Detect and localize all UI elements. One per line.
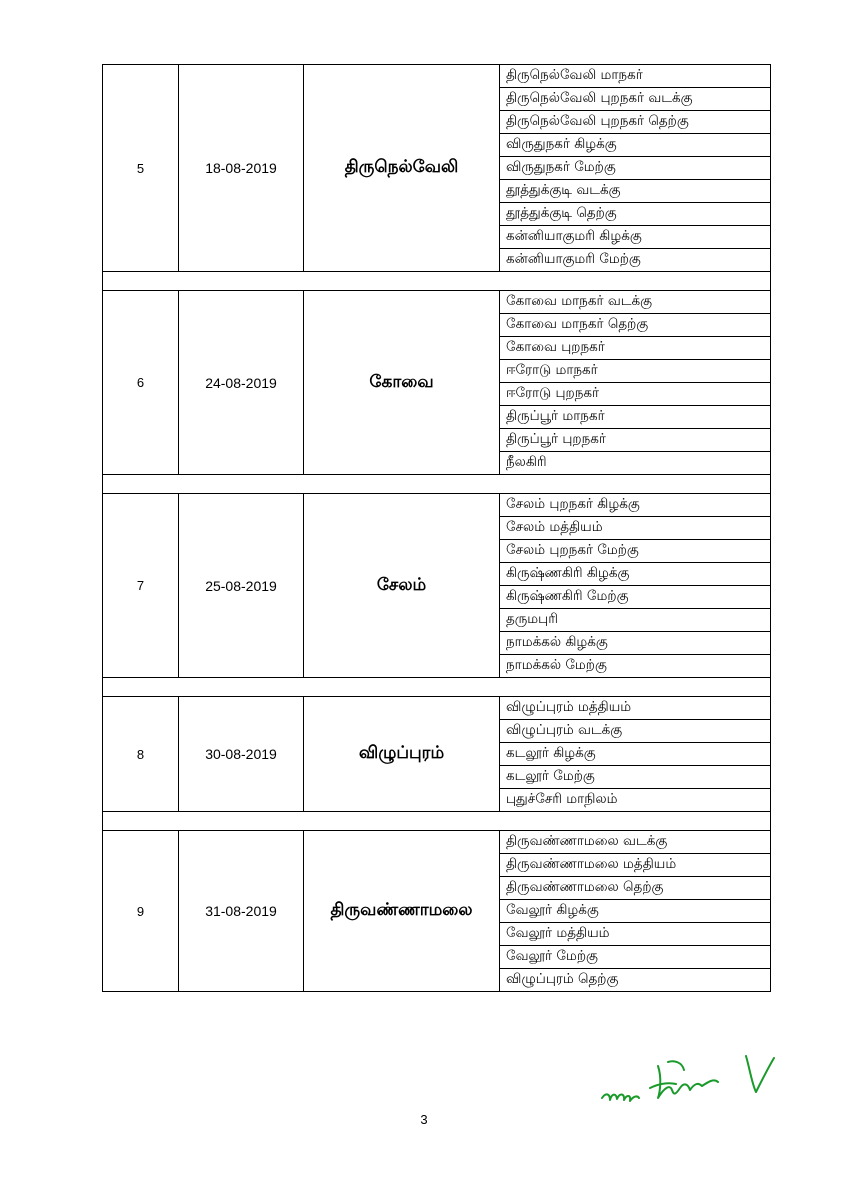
meeting-venue: விழுப்புரம் [304, 697, 500, 812]
separator-cell [103, 475, 771, 494]
separator-cell [103, 812, 771, 831]
district-name: விழுப்புரம் தெற்கு [500, 969, 771, 992]
district-name: தூத்துக்குடி தெற்கு [500, 203, 771, 226]
separator-row [103, 678, 771, 697]
district-name: நாமக்கல் மேற்கு [500, 655, 771, 678]
district-name: நீலகிரி [500, 452, 771, 475]
meeting-date: 25-08-2019 [179, 494, 304, 678]
meeting-date: 31-08-2019 [179, 831, 304, 992]
district-name: திருநெல்வேலி மாநகர் [500, 65, 771, 88]
table-row [103, 65, 771, 88]
schedule-table [102, 64, 771, 992]
district-name: விழுப்புரம் மத்தியம் [500, 697, 771, 720]
district-name: திருவண்ணாமலை மத்தியம் [500, 854, 771, 877]
meeting-number: 5 [103, 65, 179, 272]
district-name: வேலூர் மத்தியம் [500, 923, 771, 946]
district-name: திருப்பூர் மாநகர் [500, 406, 771, 429]
district-name: தூத்துக்குடி வடக்கு [500, 180, 771, 203]
separator-row [103, 475, 771, 494]
signature-icon [598, 1048, 778, 1120]
district-name: விழுப்புரம் வடக்கு [500, 720, 771, 743]
district-name: ஈரோடு புறநகர் [500, 383, 771, 406]
meeting-date: 30-08-2019 [179, 697, 304, 812]
meeting-number: 8 [103, 697, 179, 812]
district-name: விருதுநகர் கிழக்கு [500, 134, 771, 157]
meeting-date: 18-08-2019 [179, 65, 304, 272]
schedule-table-body [103, 65, 771, 992]
district-name: கடலூர் மேற்கு [500, 766, 771, 789]
district-name: கிருஷ்ணகிரி மேற்கு [500, 586, 771, 609]
meeting-venue: கோவை [304, 291, 500, 475]
district-name: கோவை புறநகர் [500, 337, 771, 360]
district-name: கிருஷ்ணகிரி கிழக்கு [500, 563, 771, 586]
table-row [103, 831, 771, 854]
district-name: கன்னியாகுமரி கிழக்கு [500, 226, 771, 249]
meeting-venue: திருநெல்வேலி [304, 65, 500, 272]
meeting-number: 9 [103, 831, 179, 992]
district-name: திருநெல்வேலி புறநகர் வடக்கு [500, 88, 771, 111]
district-name: சேலம் புறநகர் மேற்கு [500, 540, 771, 563]
district-name: வேலூர் மேற்கு [500, 946, 771, 969]
district-name: திருநெல்வேலி புறநகர் தெற்கு [500, 111, 771, 134]
meeting-date: 24-08-2019 [179, 291, 304, 475]
district-name: வேலூர் கிழக்கு [500, 900, 771, 923]
separator-cell [103, 678, 771, 697]
district-name: கோவை மாநகர் வடக்கு [500, 291, 771, 314]
district-name: தருமபுரி [500, 609, 771, 632]
district-name: கோவை மாநகர் தெற்கு [500, 314, 771, 337]
district-name: திருப்பூர் புறநகர் [500, 429, 771, 452]
district-name: திருவண்ணாமலை தெற்கு [500, 877, 771, 900]
district-name: கன்னியாகுமரி மேற்கு [500, 249, 771, 272]
district-name: புதுச்சேரி மாநிலம் [500, 789, 771, 812]
separator-row [103, 812, 771, 831]
signature [598, 1048, 778, 1120]
meeting-venue: திருவண்ணாமலை [304, 831, 500, 992]
table-row [103, 494, 771, 517]
table-row [103, 697, 771, 720]
page-number: 3 [420, 1112, 428, 1127]
district-name: சேலம் மத்தியம் [500, 517, 771, 540]
meeting-number: 7 [103, 494, 179, 678]
district-name: விருதுநகர் மேற்கு [500, 157, 771, 180]
separator-row [103, 272, 771, 291]
district-name: ஈரோடு மாநகர் [500, 360, 771, 383]
meeting-venue: சேலம் [304, 494, 500, 678]
district-name: திருவண்ணாமலை வடக்கு [500, 831, 771, 854]
district-name: கடலூர் கிழக்கு [500, 743, 771, 766]
table-row [103, 291, 771, 314]
separator-cell [103, 272, 771, 291]
district-name: நாமக்கல் கிழக்கு [500, 632, 771, 655]
district-name: சேலம் புறநகர் கிழக்கு [500, 494, 771, 517]
meeting-number: 6 [103, 291, 179, 475]
